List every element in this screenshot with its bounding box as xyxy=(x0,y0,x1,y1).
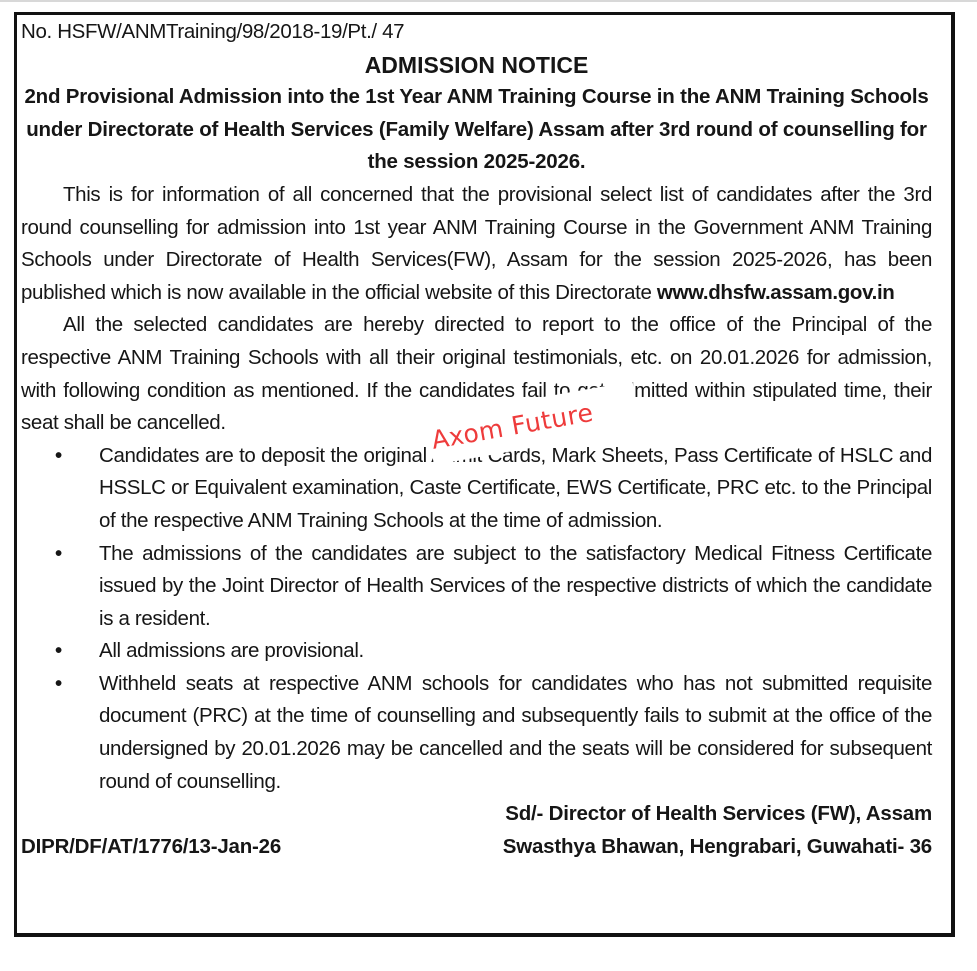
list-item-text: The admissions of the candidates are subject to the satisfactory Medical Fitness Certificate issued by the Joint Director of Health Services of the respective districts of which the candidate is a resident. xyxy=(99,541,932,630)
notice-subtitle: 2nd Provisional Admission into the 1st Year ANM Training Course in the ANM Training Schools under Directorate of Health Services (Family Welfare) Assam after 3rd round of counselling for the session 2025-2026. xyxy=(24,85,929,174)
paragraph-2: All the selected candidates are hereby directed to report to the office of the Principal of the respective ANM Training Schools with all their original testimonials, etc. on 20.01.2026 for admission, with following condition as mentioned. If the candidates fail to get admitted within stipulated time, their seat shall be cancelled. xyxy=(21,313,932,435)
list-item xyxy=(21,538,932,636)
top-divider xyxy=(0,0,977,2)
conditions-list xyxy=(21,440,932,799)
website-link[interactable]: www.dhsfw.assam.gov.in xyxy=(656,280,895,304)
signature-line-2: Swasthya Bhawan, Hengrabari, Guwahati- 36 xyxy=(502,835,932,859)
list-item-text: All admissions are provisional. xyxy=(99,639,364,663)
signature-line-1: Sd/- Director of Health Services (FW), Assam xyxy=(505,802,932,826)
list-item xyxy=(21,635,932,668)
paragraph-1-text: This is for information of all concerned that the provisional select list of candidates after the 3rd round counselling for admission into 1st year ANM Training Course in the Government ANM Training Schools under Directorate of Health Services(FW), Assam for the session 2025-2026, has been published which is now available in the official website of this Directorate xyxy=(21,182,932,304)
list-item-text: Withheld seats at respective ANM schools for candidates who has not submitted requisite document (PRC) at the time of counselling and subsequently fails to submit at the office of the undersigned by 20.01.2026 may be cancelled and the seats will be considered for subsequent round of counselling. xyxy=(99,671,932,793)
watermark-text: Axom Future xyxy=(429,397,596,455)
bullet-icon: • xyxy=(55,443,62,467)
reference-number: No. HSFW/ANMTraining/98/2018-19/Pt./ 47 xyxy=(21,20,405,43)
dipr-reference: DIPR/DF/AT/1776/13-Jan-26 xyxy=(21,835,282,859)
paragraph-1 xyxy=(21,179,932,309)
notice-title: ADMISSION NOTICE xyxy=(364,51,589,78)
list-item-text: Candidates are to deposit the original Admit Cards, Mark Sheets, Pass Certificate of HSLC and HSSLC or Equivalent examination, Caste Certificate, EWS Certificate, PRC etc. to the Principal of the respective ANM Training Schools at the time of admission. xyxy=(99,443,932,532)
notice-footer xyxy=(21,798,932,864)
bullet-icon: • xyxy=(55,671,62,695)
bullet-icon: • xyxy=(55,541,62,565)
list-item xyxy=(21,668,932,798)
bullet-icon: • xyxy=(55,639,62,663)
